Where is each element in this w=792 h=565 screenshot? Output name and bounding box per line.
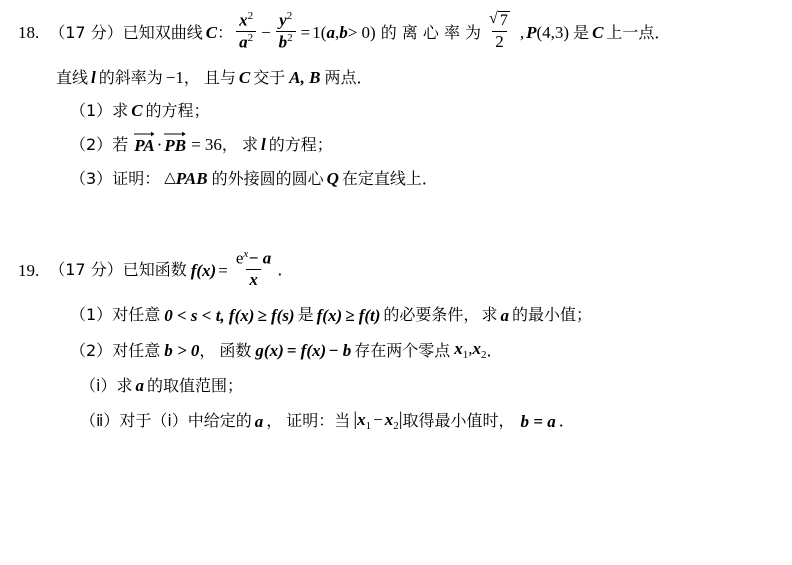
eccentricity-text: 的 离 心 率 为 bbox=[380, 22, 482, 42]
function-f: f bbox=[190, 260, 197, 280]
is-on-text: 是 bbox=[573, 22, 590, 42]
part-1-symbol: C bbox=[131, 101, 143, 121]
part-3-text-after: 在定直线上． bbox=[341, 168, 438, 188]
b-denominator: b bbox=[278, 32, 288, 52]
zero-x2: x bbox=[472, 338, 482, 358]
zero-x2-sub: 2 bbox=[481, 349, 487, 362]
p19-part-1-t3: 的必要条件， bbox=[383, 305, 480, 325]
p19-part-2-m2: g bbox=[255, 341, 264, 361]
p19-part-2-t1: 对任意 bbox=[112, 340, 161, 360]
vector-PA-label: PA bbox=[134, 136, 155, 156]
p19-part-2i-t2: 的取值范围； bbox=[146, 375, 243, 395]
part-1-text-after: 的方程； bbox=[145, 100, 210, 120]
y-exponent: 2 bbox=[286, 10, 293, 22]
problem-18-stem-line-1: 18. （17 分） 已知双曲线 C ： $\frac{x^2}{a^2}$ − $\frac{y^2}{b^2}$ = 1( a , b > 0) 的 离 心 率 为 √ 7 2 , P (4,3) 是 C 上一点． bbox=[18, 10, 671, 52]
function-equals: = bbox=[218, 260, 228, 280]
p19-part-2ii-m1: a bbox=[254, 411, 264, 431]
cond-b: b bbox=[339, 23, 348, 43]
p19-part-2ii-label: （ⅱ） bbox=[80, 411, 120, 431]
zeros-x1-x2 bbox=[454, 340, 486, 361]
comma-1: , bbox=[334, 23, 340, 43]
abs-x1: x bbox=[357, 410, 366, 430]
part-2-label: （2） bbox=[70, 134, 113, 154]
p19-part-1-m1c: ≥ f bbox=[257, 305, 277, 325]
p19-part-2ii-m4: b = a bbox=[520, 411, 556, 431]
b-exponent: 2 bbox=[287, 32, 293, 45]
fraction-x2-over-a2 bbox=[236, 11, 256, 52]
p19-part-2-t3: 函数 bbox=[219, 340, 252, 360]
p19-part-1-label: （1） bbox=[70, 305, 113, 325]
two-points-text: 两点． bbox=[324, 67, 373, 87]
abs-x1-minus-x2 bbox=[353, 410, 402, 432]
p19-part-2-m2e: − b bbox=[328, 341, 352, 361]
vector-arrow-icon-2 bbox=[164, 131, 186, 138]
p19-part-1-m2b: (x) bbox=[322, 305, 343, 325]
problem-19-part-2ii bbox=[18, 410, 592, 432]
abs-minus: − bbox=[373, 410, 383, 430]
problem-19-part-2 bbox=[18, 340, 592, 361]
curve-C-ref: C bbox=[592, 23, 604, 43]
problem-18 bbox=[18, 12, 670, 203]
x-numerator: x bbox=[239, 10, 248, 30]
p19-part-2-m2b: (x) bbox=[263, 341, 284, 361]
p19-part-2-label: （2） bbox=[70, 340, 113, 360]
p19-part-1-t4: 求 bbox=[481, 305, 498, 325]
x-exponent: 2 bbox=[247, 10, 254, 22]
vector-arrow-icon bbox=[134, 131, 154, 138]
problem-18-part-3 bbox=[18, 170, 670, 187]
part-3-text-mid: 的外接圆的圆心 bbox=[211, 168, 324, 188]
comma-2: ， bbox=[183, 67, 200, 87]
zeros-comma: , bbox=[468, 338, 473, 358]
abs-open: | bbox=[353, 409, 358, 431]
e-exponent: x bbox=[243, 248, 249, 260]
on-curve-text: 上一点． bbox=[606, 22, 671, 42]
part-2-symbol: l bbox=[260, 135, 266, 155]
sqrt-7 bbox=[489, 11, 510, 30]
p19-part-1-t5: 的最小值； bbox=[511, 305, 592, 325]
problem-19-known-text: 已知函数 bbox=[122, 260, 187, 280]
p19-part-1-m2: f bbox=[316, 305, 323, 325]
p19-part-2ii-t3: 证明：当 bbox=[286, 411, 351, 431]
a-denominator: a bbox=[239, 32, 248, 52]
minus-a: − a bbox=[248, 248, 272, 268]
problem-19-stem-line-1 bbox=[18, 250, 592, 291]
vector-PB-label: PB bbox=[164, 136, 187, 156]
dot-operator: · bbox=[156, 135, 163, 155]
problem-18-known-text: 已知双曲线 bbox=[122, 22, 203, 42]
p19-part-1-m2c: ≥ f bbox=[345, 305, 365, 325]
problem-19-number: 19. bbox=[18, 260, 40, 280]
vector-PA bbox=[134, 135, 154, 154]
problem-19 bbox=[18, 250, 592, 448]
p19-part-1-t1: 对任意 bbox=[112, 305, 161, 325]
denominator-2: 2 bbox=[495, 32, 504, 52]
part-2-comma: ， bbox=[221, 134, 238, 154]
p19-part-2-m1: b > 0 bbox=[164, 341, 200, 361]
e-base: e bbox=[235, 248, 244, 268]
problem-18-colon: ： bbox=[217, 22, 234, 42]
point-P: P bbox=[526, 23, 537, 43]
problem-18-part-2 bbox=[18, 135, 670, 154]
fraction-y2-over-b2 bbox=[276, 11, 296, 52]
fraction-ex-minus-a-over-x bbox=[233, 249, 275, 290]
function-f-arg: (x) bbox=[196, 260, 217, 280]
gt-zero: > 0) bbox=[347, 23, 376, 43]
p19-part-2-t4: 存在两个零点 bbox=[354, 340, 451, 360]
a-exponent: 2 bbox=[247, 32, 254, 45]
p19-part-2ii-t1: 对于（ⅰ）中给定的 bbox=[119, 411, 252, 431]
line-l-text: 直线 bbox=[56, 67, 89, 87]
p19-part-1-m2d: (t) bbox=[364, 305, 381, 325]
abs-x2-sub: 2 bbox=[393, 420, 399, 433]
p19-part-2-m2c: = f bbox=[286, 341, 307, 361]
p19-part-2i-t1: 求 bbox=[116, 375, 133, 395]
cond-a: a bbox=[326, 23, 335, 43]
part-2-equation: = 36 bbox=[191, 135, 222, 155]
p19-part-1-m3: a bbox=[500, 305, 509, 325]
part-3-label: （3） bbox=[70, 168, 113, 188]
part-3-text-before: 证明： bbox=[112, 168, 161, 188]
abs-close: | bbox=[398, 409, 403, 431]
p19-part-2-t2: ， bbox=[199, 340, 216, 360]
problem-19-score: （17 分） bbox=[49, 260, 123, 280]
p19-part-2-m2d: (x) bbox=[306, 341, 327, 361]
slope-text: 的斜率为 bbox=[98, 67, 163, 87]
p19-part-2-t5: ． bbox=[486, 340, 503, 360]
problem-18-stem-line-2 bbox=[18, 69, 670, 86]
points-AB: A, B bbox=[289, 68, 321, 88]
p19-part-1-t2: 是 bbox=[297, 305, 314, 325]
equals-operator: = bbox=[300, 23, 311, 43]
p19-part-2ii-t4: 取得最小值时， bbox=[402, 411, 515, 431]
zero-x1-sub: 1 bbox=[462, 349, 469, 362]
problem-18-curve-label: C bbox=[205, 23, 218, 43]
p19-part-2i-m1: a bbox=[135, 376, 144, 396]
p19-part-2ii-t2: ， bbox=[266, 411, 283, 431]
triangle-PAB-label: PAB bbox=[175, 169, 208, 189]
p19-part-1-m1: 0 < s < t, f bbox=[164, 305, 235, 325]
slope-value: −1 bbox=[165, 68, 184, 88]
part-1-label: （1） bbox=[70, 100, 113, 120]
radical-sign: √ bbox=[489, 10, 498, 28]
problem-18-score: （17 分） bbox=[49, 22, 123, 42]
radicand: 7 bbox=[499, 12, 508, 30]
fraction-sqrt7-over-2 bbox=[486, 11, 513, 52]
point-P-coords: (4,3) bbox=[536, 23, 570, 43]
p19-part-2i-label: （ⅰ） bbox=[80, 375, 117, 395]
one-paren: 1( bbox=[312, 23, 327, 43]
line-l-symbol: l bbox=[91, 68, 96, 88]
part-2-text-mid: 求 bbox=[241, 134, 258, 154]
abs-x2: x bbox=[384, 410, 394, 430]
zero-x1: x bbox=[454, 338, 463, 358]
and-text: 且与 bbox=[203, 67, 236, 87]
abs-x1-sub: 1 bbox=[365, 420, 372, 433]
triangle-icon: △ bbox=[164, 170, 176, 187]
x-denominator-2: x bbox=[249, 270, 258, 290]
y-numerator: y bbox=[279, 10, 287, 30]
part-2-text-before: 若 bbox=[112, 134, 129, 154]
p19-part-1-m1b: (x) bbox=[234, 305, 255, 325]
p19-part-1-m1d: (s) bbox=[276, 305, 295, 325]
curve-C-ref-2: C bbox=[238, 68, 251, 88]
problem-19-part-1 bbox=[18, 307, 592, 324]
problem-19-part-2i bbox=[18, 377, 592, 394]
part-3-symbol-Q: Q bbox=[326, 169, 339, 189]
minus-operator: − bbox=[261, 23, 271, 43]
p19-part-2ii-t5: ． bbox=[558, 411, 575, 431]
part-2-text-after: 的方程； bbox=[268, 134, 333, 154]
part-1-text-before: 求 bbox=[112, 100, 129, 120]
problem-18-number: 18. bbox=[18, 23, 40, 43]
vector-PB bbox=[164, 135, 186, 154]
problem-18-part-1 bbox=[18, 102, 670, 119]
intersect-text: 交于 bbox=[253, 67, 286, 87]
problem-19-period: ． bbox=[277, 260, 294, 280]
